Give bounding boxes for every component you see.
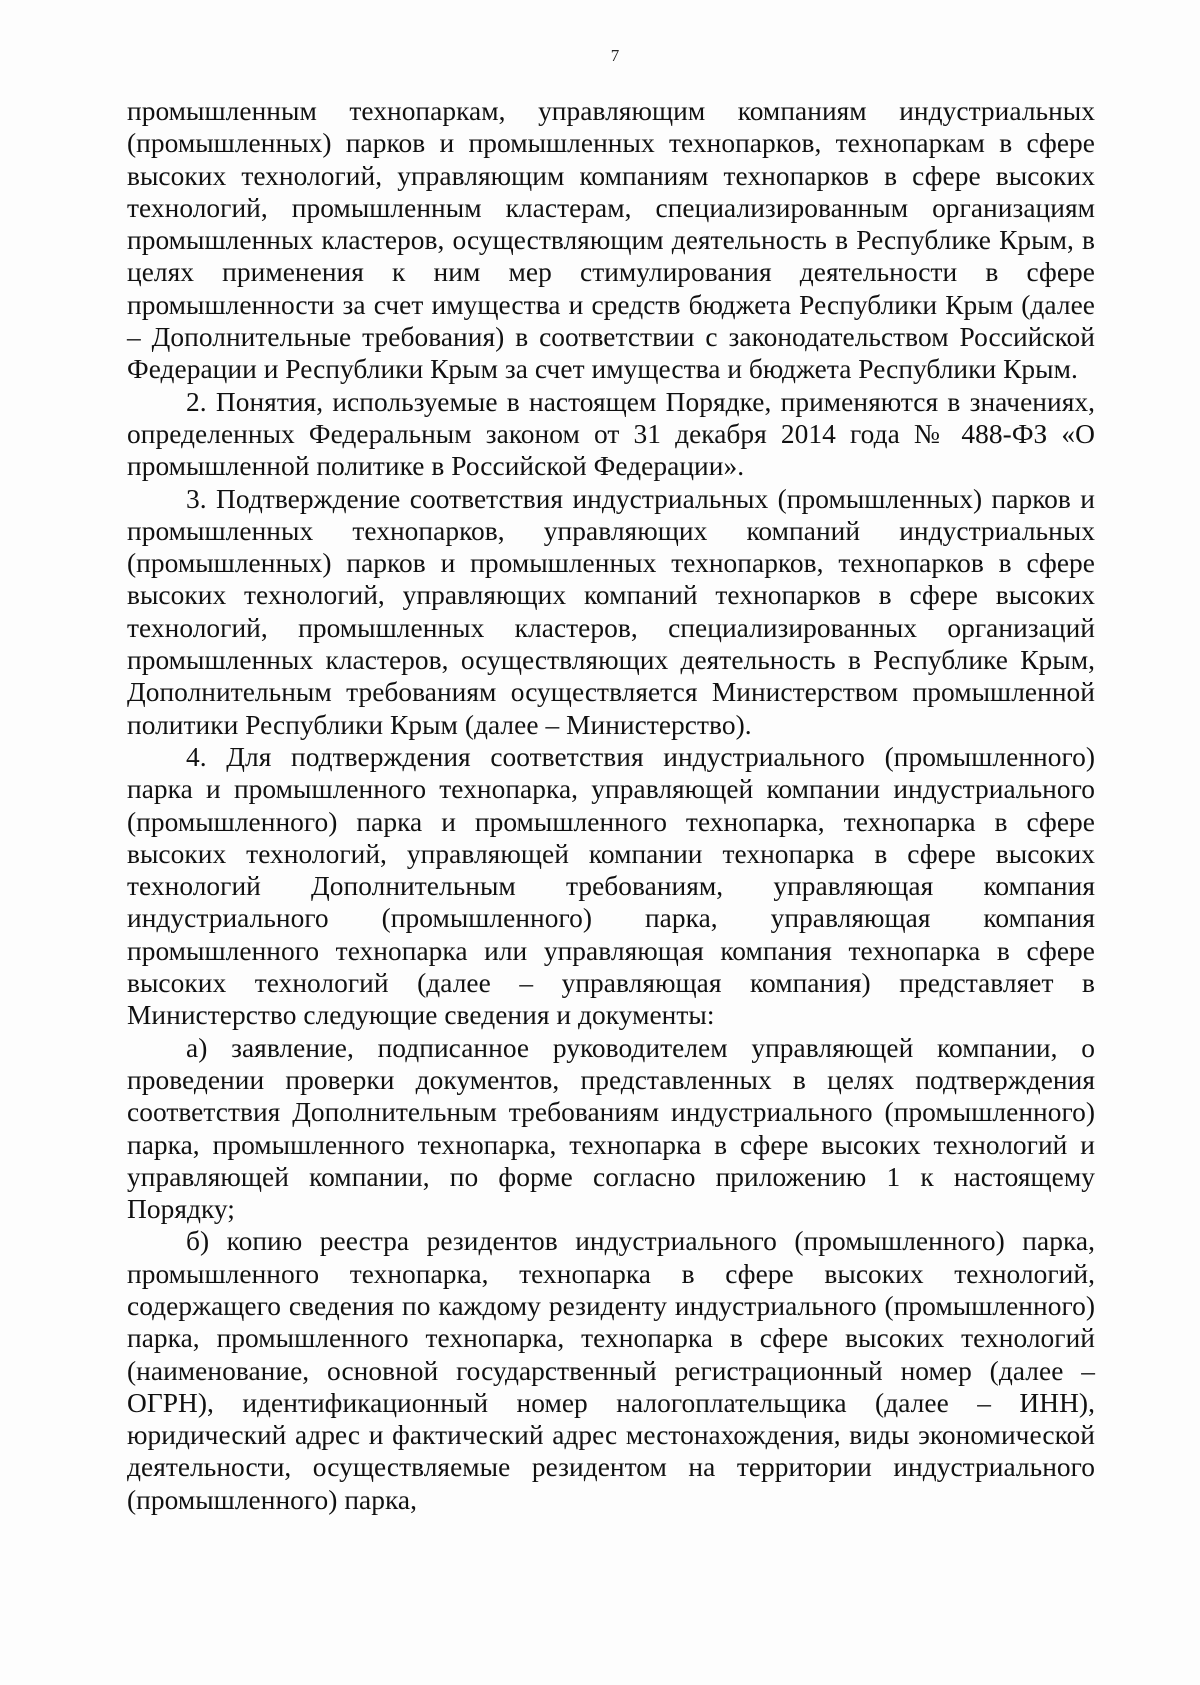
- document-body: [127, 95, 1095, 1516]
- paragraph-continuation: промышленным технопаркам, управляющим компаниям индустриальных (промышленных) парков и промышленных технопарков, технопаркам в сфере высоких технологий, управляющим компаниям технопарков в сфере высоких технологий, промышленным кластерам, специализированным организациям промышленных кластеров, осуществляющим деятельность в Республике Крым, в целях применения к ним мер стимулирования деятельности в сфере промышленности за счет имущества и средств бюджета Республики Крым (далее – Дополнительные требования) в соответствии с законодательством Российской Федерации и Республики Крым за счет имущества и бюджета Республики Крым.: [127, 96, 1095, 385]
- paragraph-item-2: 2. Понятия, используемые в настоящем Порядке, применяются в значениях, определенных Федеральным законом от 31 декабря 2014 года № 488-ФЗ «О промышленной политике в Российской Федерации».: [127, 386, 1095, 482]
- paragraph-subitem-a: а) заявление, подписанное руководителем управляющей компании, о проведении проверки документов, представленных в целях подтверждения соответствия Дополнительным требованиям индустриального (промышленного) парка, промышленного технопарка, технопарка в сфере высоких технологий и управляющей компании, по форме согласно приложению 1 к настоящему Порядку;: [127, 1032, 1095, 1225]
- paragraph-item-3: 3. Подтверждение соответствия индустриальных (промышленных) парков и промышленных технопарков, управляющих компаний индустриальных (промышленных) парков и промышленных технопарков, технопарков в сфере высоких технологий, управляющих компаний технопарков в сфере высоких технологий, промышленных кластеров, специализированных организаций промышленных кластеров, осуществляющих деятельность в Республике Крым, Дополнительным требованиям осуществляется Министерством промышленной политики Республики Крым (далее – Министерство).: [127, 483, 1095, 740]
- page-number: 7: [610, 46, 620, 65]
- paragraph-subitem-b: б) копию реестра резидентов индустриального (промышленного) парка, промышленного технопарка, технопарка в сфере высоких технологий, содержащего сведения по каждому резиденту индустриального (промышленного) парка, промышленного технопарка, технопарка в сфере высоких технологий (наименование, основной государственный регистрационный номер (далее – ОГРН), идентификационный номер налогоплательщика (далее – ИНН), юридический адрес и фактический адрес местонахождения, виды экономической деятельности, осуществляемые резидентом на территории индустриального (промышленного) парка,: [127, 1226, 1095, 1515]
- paragraph-item-4: 4. Для подтверждения соответствия индустриального (промышленного) парка и промышленного технопарка, управляющей компании индустриального (промышленного) парка и промышленного технопарка, технопарка в сфере высоких технологий, управляющей компании технопарка в сфере высоких технологий Дополнительным требованиям, управляющая компания индустриального (промышленного) парка, управляющая компания промышленного технопарка или управляющая компания технопарка в сфере высоких технологий (далее – управляющая компания) представляет в Министерство следующие сведения и документы:: [127, 741, 1095, 1031]
